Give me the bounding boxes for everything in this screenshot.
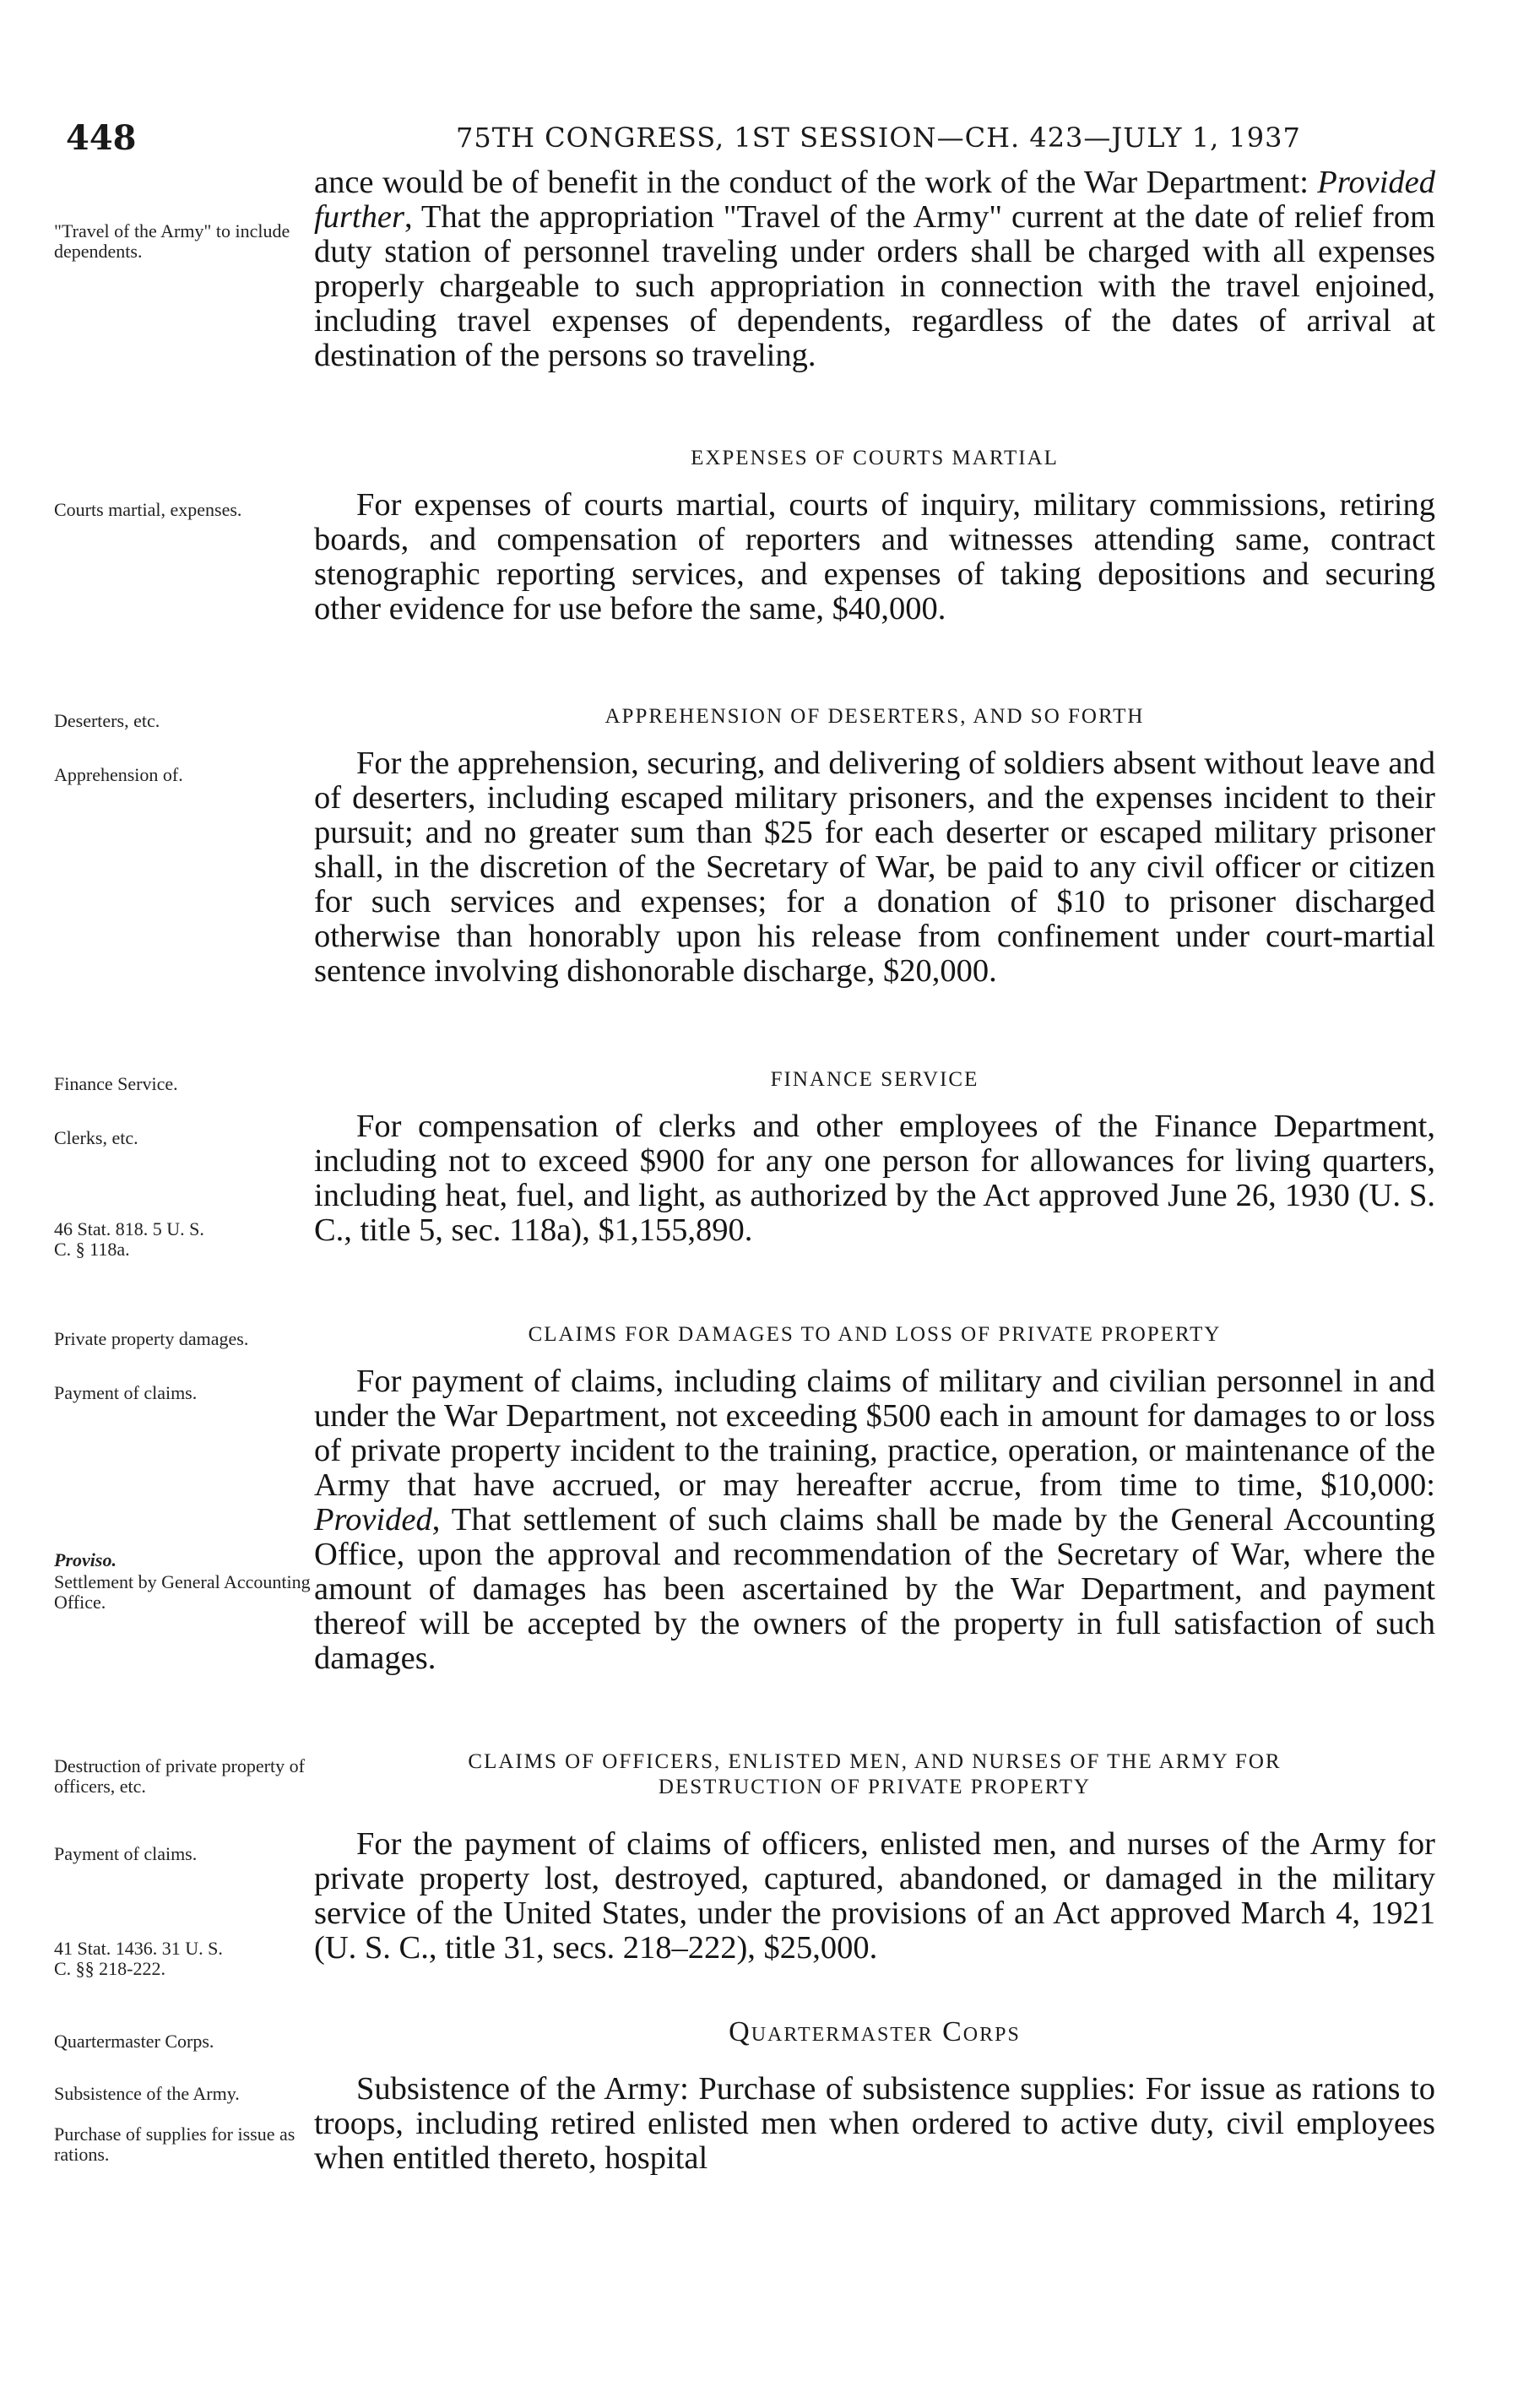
courts-martial-paragraph: For expenses of courts martial, courts of inquiry, military commissions, retiring boards, and compensation of reporters and witnesses attending same, contract stenographic reporting services, and expenses of taking depositions and securing other evidence for use before the same, $40,000.	[314, 487, 1435, 626]
officers-claims-heading-line-2: DESTRUCTION OF PRIVATE PROPERTY	[658, 1776, 1092, 1798]
private-property-text-b: , That settlement of such claims shall be made by the General Accounting Office, upon the approval and recommendation of the Secretary of War, where the amount of damages has been ascertained by the War Department, and payment thereof will be accepted by the owners of the property in full satisfaction of such damages.	[314, 1502, 1435, 1676]
margin-note-travel: "Travel of the Army" to include dependents.	[54, 220, 290, 262]
page-number: 448	[66, 118, 137, 158]
finance-heading: FINANCE SERVICE	[770, 1068, 979, 1091]
margin-note-purchase: Purchase of supplies for issue as rations.	[54, 2123, 295, 2165]
margin-note-destruction: Destruction of private property of officers, etc.	[54, 1755, 305, 1797]
margin-note-settlement: Settlement by General Accounting Office.	[54, 1571, 311, 1613]
officers-claims-paragraph: For the payment of claims of officers, enlisted men, and nurses of the Army for private property lost, destroyed, captured, abandoned, or damaged in the military service of the United States, under the provisions of an Act approved March 4, 1921 (U. S. C., title 31, secs. 218–222), $25,000.	[314, 1826, 1435, 1966]
margin-note-clerks: Clerks, etc.	[54, 1127, 138, 1148]
margin-note-subsistence: Subsistence of the Army.	[54, 2083, 240, 2104]
margin-note-finance-citation: 46 Stat. 818. 5 U. S. C. § 118a.	[54, 1218, 204, 1260]
courts-martial-heading: EXPENSES OF COURTS MARTIAL	[691, 447, 1059, 469]
page-header	[66, 118, 1434, 160]
private-property-proviso: Provided	[314, 1502, 432, 1538]
quartermaster-paragraph: Subsistence of the Army: Purchase of subsistence supplies: For issue as rations to troops, including retired enlisted men when ordered to active duty, civil employees when entitled thereto, hospital	[314, 2071, 1435, 2176]
private-property-paragraph	[314, 1364, 1435, 1676]
margin-note-payment-claims: Payment of claims.	[54, 1382, 198, 1403]
continuation-text-b: , That the appropriation "Travel of the Army" current at the date of relief from duty station of personnel traveling under orders shall be charged with all expenses properly chargeable to such appropriation in connection with the travel enjoined, including travel expenses of dependents, regardless of the dates of arrival at destination of the persons so traveling.	[314, 199, 1435, 373]
officers-claims-heading-line-1: CLAIMS OF OFFICERS, ENLISTED MEN, AND NURSES OF THE ARMY FOR	[468, 1750, 1282, 1773]
deserters-paragraph: For the apprehension, securing, and delivering of soldiers absent without leave and of deserters, including escaped military prisoners, and the expenses incident to their pursuit; and no greater sum than $25 for each deserter or escaped military prisoner shall, in the discretion of the Secretary of War, be paid to any civil officer or citizen for such services and expenses; for a donation of $10 to prisoner discharged otherwise than honorably upon his release from confinement under court-martial sentence involving dishonorable discharge, $20,000.	[314, 746, 1435, 989]
continuation-text-a: ance would be of benefit in the conduct of the work of the War Department:	[314, 165, 1318, 200]
margin-note-proviso: Proviso.	[54, 1549, 117, 1570]
margin-note-courts: Courts martial, expenses.	[54, 499, 242, 520]
margin-note-apprehension: Apprehension of.	[54, 764, 183, 785]
margin-note-payment-claims-2: Payment of claims.	[54, 1843, 198, 1864]
running-head: 75TH CONGRESS, 1ST SESSION—CH. 423—JULY 1, 1937	[456, 122, 1301, 154]
deserters-heading: APPREHENSION OF DESERTERS, AND SO FORTH	[604, 705, 1145, 728]
margin-note-deserters: Deserters, etc.	[54, 710, 160, 731]
continuation-paragraph	[314, 165, 1435, 373]
finance-paragraph: For compensation of clerks and other employees of the Finance Department, including not to exceed $900 for any one person for allowances for living quarters, including heat, fuel, and light, as authorized by the Act approved June 26, 1930 (U. S. C., title 5, sec. 118a), $1,155,890.	[314, 1109, 1435, 1248]
margin-note-finance: Finance Service.	[54, 1073, 178, 1094]
private-property-text-a: For payment of claims, including claims of military and civilian personnel in and under the War Department, not exceeding $500 each in amount for damages to or loss of private property incident to the training, practice, operation, or maintenance of the Army that have accrued, or may hereafter accrue, from time to time, $10,000:	[314, 1364, 1435, 1503]
margin-note-quartermaster: Quartermaster Corps.	[54, 2031, 214, 2052]
private-property-heading: CLAIMS FOR DAMAGES TO AND LOSS OF PRIVATE PROPERTY	[528, 1323, 1222, 1346]
quartermaster-heading: Quartermaster Corps	[729, 2016, 1021, 2047]
margin-note-private-damages: Private property damages.	[54, 1328, 249, 1349]
continuation-proviso: Provided further	[314, 165, 1435, 235]
margin-note-destruction-citation: 41 Stat. 1436. 31 U. S. C. §§ 218-222.	[54, 1938, 223, 1979]
officers-claims-heading	[314, 1749, 1435, 1800]
